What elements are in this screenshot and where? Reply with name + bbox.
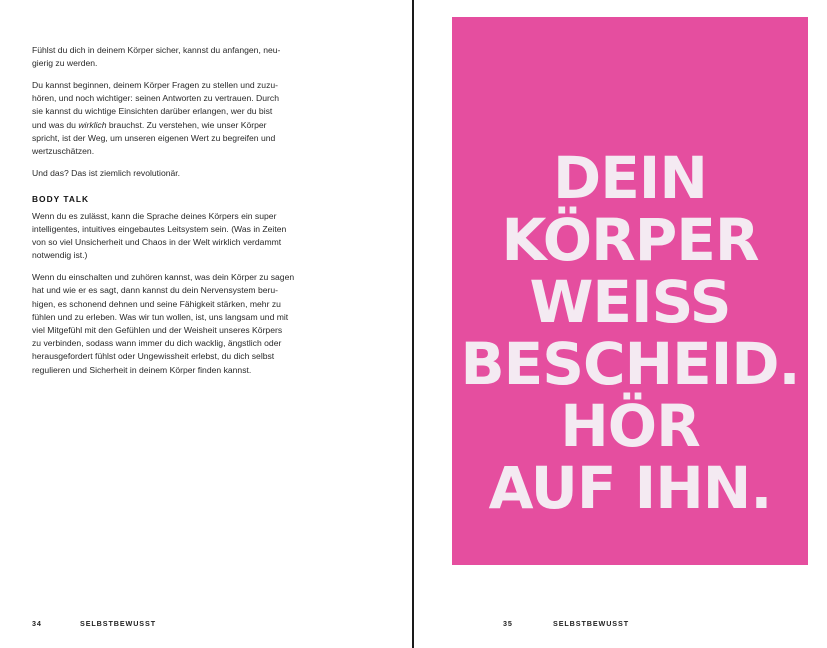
page-number-right: 35 — [503, 619, 513, 628]
paragraph-4: Wenn du es zulässt, kann die Sprache deines Körpers ein super intelligentes, intuitives eingebautes Leitsystem sein. (Was in Zeiten von so viel Unsicherheit und Chaos in der Welt wirklich verdammt notwendig ist.) — [32, 210, 287, 261]
paragraph-2 — [32, 79, 332, 158]
section-heading: BODY TALK — [32, 193, 90, 204]
slogan-line: KÖRPER — [501, 206, 759, 274]
running-title-left: SELBSTBEWUSST — [80, 619, 156, 628]
running-title-right: SELBSTBEWUSST — [553, 619, 629, 628]
slogan-panel — [452, 17, 808, 565]
slogan-line: BESCHEID. — [460, 330, 800, 398]
slogan-line: DEIN — [553, 144, 707, 212]
paragraph-5: Wenn du einschalten und zuhören kannst, was dein Körper zu sagen hat und wie er es sagt, dann kannst du dein Nervensystem beru- higen, es schonend dehnen und seine Fähigkeit stärken, mehr zu fühlen und zu erleben. Was wir tun wollen, ist, uns langsam und mit viel Mitgefühl mit den Gefühlen und der Weisheit unseres Körpers zu verbinden, sodass wann immer du dich wacklig, ängstlich oder herausgefordert fühlst oder Ungewissheit erlebst, du dich selbst regulieren und Sicherheit in deinem Körper finden kannst. — [32, 272, 295, 375]
left-text-block — [32, 44, 332, 385]
left-page — [0, 0, 412, 648]
paragraph-2-start: Du kannst beginnen, deinem Körper Fragen zu stellen und zuzu- hören, und noch wichtiger: seinen Antworten zu vertrauen. Durch sie kannst du wichtige Einsichten darüber erlangen, wer du bist und was du — [32, 79, 279, 130]
slogan-line: HÖR — [560, 392, 700, 460]
slogan-line: WEISS — [529, 268, 731, 336]
paragraph-2-end: brauchst. Zu verstehen, wie unser Körper spricht, ist der Weg, um unseren eigenen Wert zu begreifen und wertzuschätzen. — [32, 119, 276, 156]
page-number-left: 34 — [32, 619, 42, 628]
paragraph-2-italic: wirklich — [78, 119, 107, 130]
paragraph-1: Fühlst du dich in deinem Körper sicher, kannst du anfangen, neu- gierig zu werden. — [32, 45, 281, 69]
slogan-line: AUF IHN. — [488, 454, 772, 522]
paragraph-3: Und das? Das ist ziemlich revolutionär. — [32, 167, 181, 178]
slogan — [452, 144, 808, 522]
